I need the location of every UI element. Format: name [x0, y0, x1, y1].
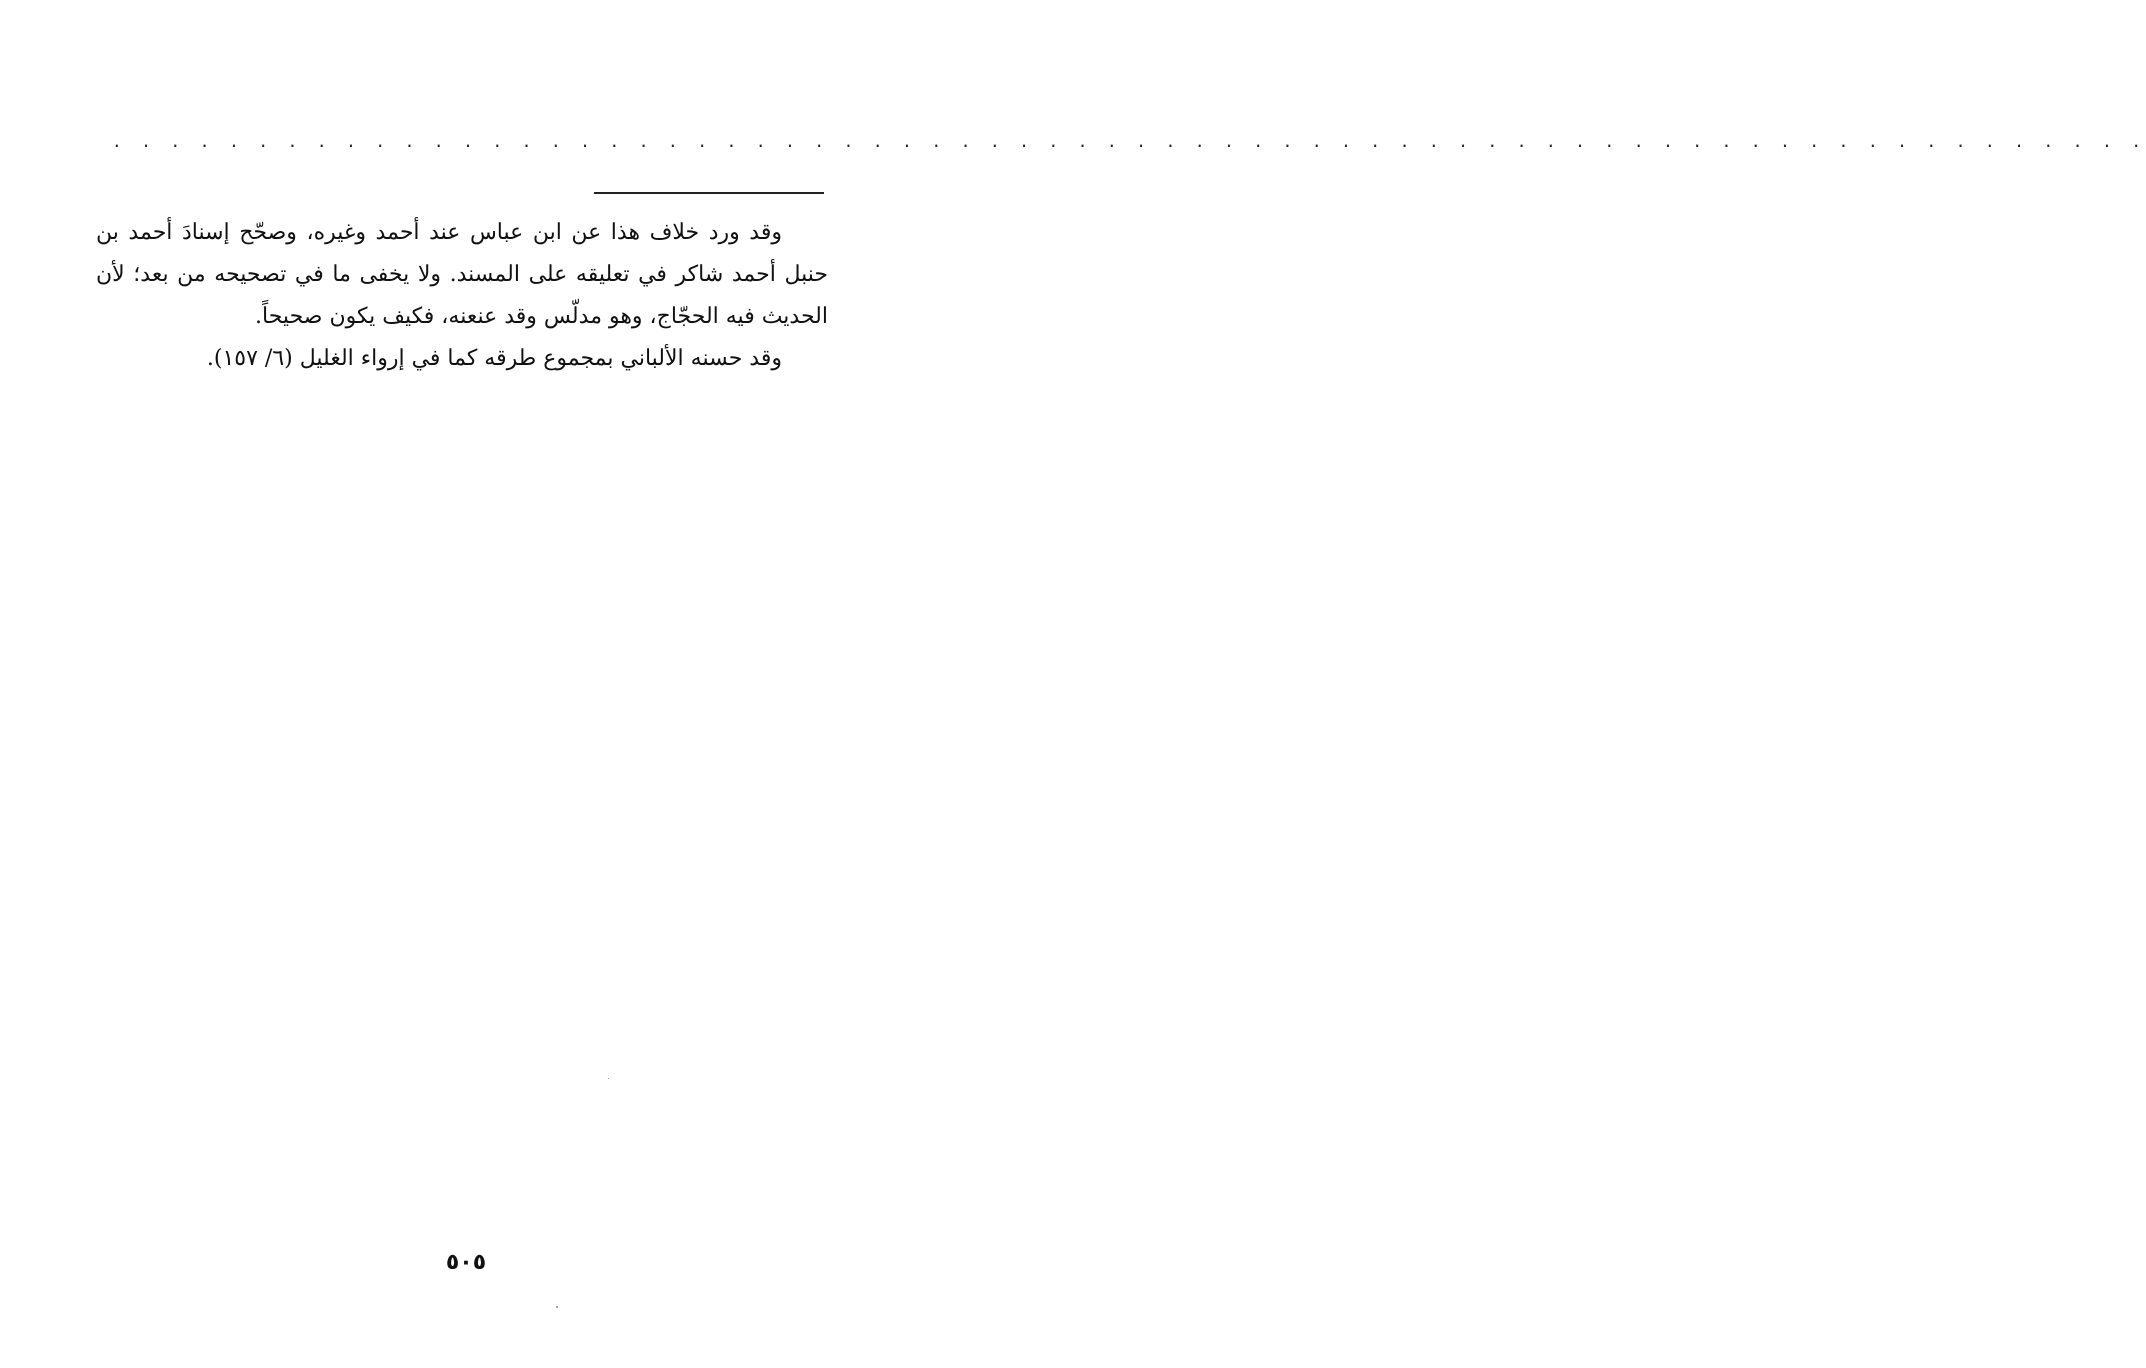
footnote-paragraph-1: وقد ورد خلاف هذا عن ابن عباس عند أحمد وغيره، وصحّح إسنادَ أحمد بن حنبل أحمد شاكر في تعليقه على المسند. ولا يخفى ما في تصحيحه من بعد؛ لأن الحديث فيه الحجّاج، وهو مدلّس وقد عنعنه، فكيف يكون صحيحاً.	[96, 220, 828, 329]
scan-speck	[608, 1078, 609, 1079]
scan-speck	[556, 1306, 558, 1308]
page-number: ٥٠٥	[445, 1250, 487, 1275]
footnote-block	[96, 212, 828, 380]
dotted-separator: . . . . . . . . . . . . . . . . . . . . . . . . . . . . . . . . . . . . . . . . . . . . . . . . . . . . . . . . . . . . . . . . . . . . . .	[112, 132, 2146, 151]
footnote-rule	[594, 192, 824, 194]
footnote-paragraph-2: وقد حسنه الألباني بمجموع طرقه كما في إرواء الغليل (٦/ ١٥٧).	[206, 346, 782, 371]
